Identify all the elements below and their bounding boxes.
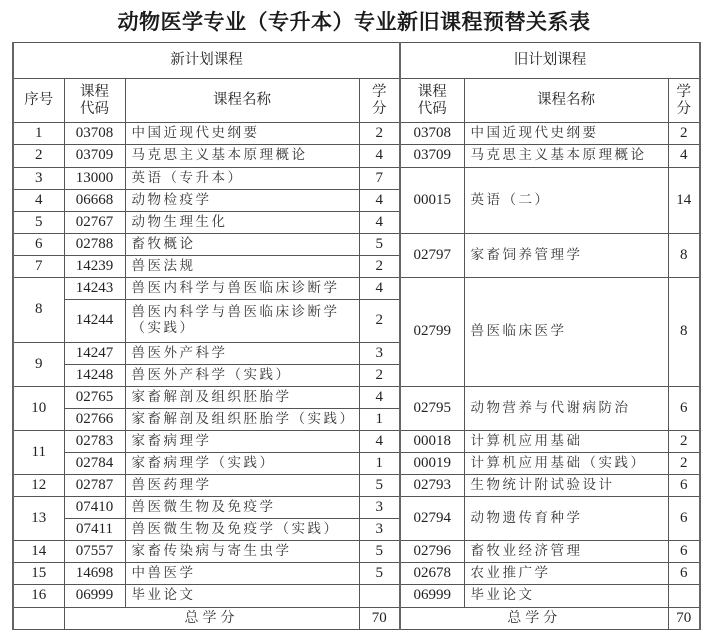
new-code-cell: 06999: [64, 585, 125, 608]
table-row: [13, 145, 700, 168]
new-credit-cell: 7: [359, 168, 400, 190]
seq-cell: 4: [13, 190, 64, 212]
new-code-cell: 14247: [64, 343, 125, 365]
new-code-cell: 14243: [64, 278, 125, 300]
old-name-cell: 毕业论文: [464, 585, 668, 608]
new-code-cell: 02766: [64, 409, 125, 431]
new-plan-header: 新计划课程: [13, 43, 400, 79]
new-credit-cell: 2: [359, 365, 400, 387]
old-credit-cell: 8: [668, 278, 700, 387]
new-credit-cell: 4: [359, 212, 400, 234]
new-name-cell: 兽医外产科学（实践）: [125, 365, 359, 387]
new-code-cell: 02767: [64, 212, 125, 234]
new-total-value: 70: [359, 608, 400, 630]
new-code-cell: 07411: [64, 519, 125, 541]
old-credit-cell: 6: [668, 563, 700, 585]
seq-cell: 8: [13, 278, 64, 343]
old-credit-cell: 2: [668, 453, 700, 475]
old-code-cell: 03709: [400, 145, 464, 168]
table-row: [13, 123, 700, 145]
old-code-cell: 02793: [400, 475, 464, 497]
new-name-cell: 毕业论文: [125, 585, 359, 608]
new-code-cell: 14239: [64, 256, 125, 278]
old-code-cell: 02794: [400, 497, 464, 541]
new-code-cell: 03709: [64, 145, 125, 168]
new-code-cell: 14244: [64, 300, 125, 343]
old-code-cell: 00019: [400, 453, 464, 475]
old-name-cell: 畜牧业经济管理: [464, 541, 668, 563]
new-code-header: [64, 79, 125, 123]
seq-cell: 14: [13, 541, 64, 563]
new-credit-cell: 3: [359, 519, 400, 541]
seq-header: 序号: [13, 79, 64, 123]
new-credit-cell: 5: [359, 475, 400, 497]
old-credit-cell: 6: [668, 497, 700, 541]
new-name-cell: 家畜传染病与寄生虫学: [125, 541, 359, 563]
old-code-cell: 02799: [400, 278, 464, 387]
new-code-cell: 02788: [64, 234, 125, 256]
credit-header-line2: 分: [676, 100, 691, 117]
total-row: [13, 608, 700, 630]
seq-cell: 7: [13, 256, 64, 278]
new-code-cell: 03708: [64, 123, 125, 145]
new-credit-cell: 4: [359, 431, 400, 453]
old-code-cell: 02678: [400, 563, 464, 585]
table-row: [13, 453, 700, 475]
seq-cell: 9: [13, 343, 64, 387]
table-row: [13, 541, 700, 563]
new-code-cell: 07410: [64, 497, 125, 519]
code-header-line1: 课程: [80, 83, 109, 100]
page-title: 动物医学专业（专升本）专业新旧课程预替关系表: [117, 10, 591, 34]
old-code-cell: 03708: [400, 123, 464, 145]
new-credit-header: [359, 79, 400, 123]
seq-cell: 12: [13, 475, 64, 497]
new-name-cell: 兽医外产科学: [125, 343, 359, 365]
old-name-cell: 生物统计附试验设计: [464, 475, 668, 497]
new-code-cell: 02765: [64, 387, 125, 409]
credit-header-line1: 学: [676, 83, 691, 100]
old-code-cell: 02796: [400, 541, 464, 563]
old-name-cell: 家畜饲养管理学: [464, 234, 668, 278]
old-plan-header: 旧计划课程: [400, 43, 700, 79]
new-name-cell: 马克思主义基本原理概论: [125, 145, 359, 168]
new-credit-cell: 4: [359, 145, 400, 168]
new-name-cell: 动物检疫学: [125, 190, 359, 212]
new-code-cell: 06668: [64, 190, 125, 212]
new-credit-cell: 2: [359, 300, 400, 343]
course-replacement-table: [12, 42, 701, 630]
seq-cell: 3: [13, 168, 64, 190]
old-credit-cell: 4: [668, 145, 700, 168]
old-credit-cell: [668, 585, 700, 608]
new-credit-cell: 4: [359, 190, 400, 212]
old-name-cell: 计算机应用基础: [464, 431, 668, 453]
table-row: [13, 431, 700, 453]
header-row-plans: [13, 43, 700, 79]
code-header-line2: 代码: [417, 100, 447, 117]
table-row: [13, 497, 700, 519]
table-row: [13, 585, 700, 608]
new-credit-cell: 4: [359, 278, 400, 300]
new-name-cell: 家畜解剖及组织胚胎学: [125, 387, 359, 409]
old-credit-header: [668, 79, 700, 123]
new-name-cell: 兽医微生物及免疫学（实践）: [125, 519, 359, 541]
new-credit-cell: 2: [359, 256, 400, 278]
old-total-label: 总学分: [400, 608, 668, 630]
new-code-cell: 14248: [64, 365, 125, 387]
old-credit-cell: 6: [668, 541, 700, 563]
new-credit-cell: 3: [359, 343, 400, 365]
old-credit-cell: 2: [668, 123, 700, 145]
new-name-cell: 中兽医学: [125, 563, 359, 585]
old-name-cell: 马克思主义基本原理概论: [464, 145, 668, 168]
old-name-cell: 动物遗传育种学: [464, 497, 668, 541]
new-name-cell: 兽医微生物及免疫学: [125, 497, 359, 519]
new-name-cell: 畜牧概论: [125, 234, 359, 256]
new-name-cell: 兽医药理学: [125, 475, 359, 497]
old-credit-cell: 8: [668, 234, 700, 278]
new-code-cell: 14698: [64, 563, 125, 585]
new-credit-cell: 4: [359, 387, 400, 409]
seq-cell: 15: [13, 563, 64, 585]
new-credit-cell: 5: [359, 541, 400, 563]
code-header-line2: 代码: [80, 100, 109, 117]
old-name-cell: 农业推广学: [464, 563, 668, 585]
new-credit-cell: 1: [359, 409, 400, 431]
new-name-cell: 英语（专升本）: [125, 168, 359, 190]
old-credit-cell: 6: [668, 475, 700, 497]
old-name-cell: 动物营养与代谢病防治: [464, 387, 668, 431]
new-credit-cell: 1: [359, 453, 400, 475]
table-row: [13, 234, 700, 256]
seq-cell: 11: [13, 431, 64, 475]
new-code-cell: 13000: [64, 168, 125, 190]
old-code-cell: 00015: [400, 168, 464, 234]
old-name-cell: 计算机应用基础（实践）: [464, 453, 668, 475]
credit-header-line2: 分: [372, 100, 387, 117]
credit-header-line1: 学: [372, 83, 387, 100]
new-name-cell: 中国近现代史纲要: [125, 123, 359, 145]
new-credit-cell: 2: [359, 123, 400, 145]
new-name-cell: 兽医内科学与兽医临床诊断学: [125, 278, 359, 300]
new-name-cell: 兽医法规: [125, 256, 359, 278]
seq-cell: 10: [13, 387, 64, 431]
old-name-cell: 中国近现代史纲要: [464, 123, 668, 145]
seq-cell: 2: [13, 145, 64, 168]
old-code-cell: 00018: [400, 431, 464, 453]
new-code-cell: 02783: [64, 431, 125, 453]
table-row: [13, 168, 700, 190]
new-credit-cell: [359, 585, 400, 608]
old-name-header: 课程名称: [464, 79, 668, 123]
new-total-label: 总学分: [64, 608, 359, 630]
old-code-cell: 06999: [400, 585, 464, 608]
old-credit-cell: 6: [668, 387, 700, 431]
new-credit-cell: 5: [359, 234, 400, 256]
seq-cell: 16: [13, 585, 64, 608]
old-credit-cell: 2: [668, 431, 700, 453]
old-total-value: 70: [668, 608, 700, 630]
old-code-cell: 02795: [400, 387, 464, 431]
header-row-columns: [13, 79, 700, 123]
table-row: [13, 563, 700, 585]
new-code-cell: 07557: [64, 541, 125, 563]
old-code-header: [400, 79, 464, 123]
seq-cell: 5: [13, 212, 64, 234]
code-header-line1: 课程: [417, 83, 447, 100]
new-name-cell: 家畜病理学（实践）: [125, 453, 359, 475]
total-empty-cell: [13, 608, 64, 630]
new-name-cell: 兽医内科学与兽医临床诊断学（实践）: [125, 300, 359, 343]
old-name-cell: 英语（二）: [464, 168, 668, 234]
new-code-cell: 02787: [64, 475, 125, 497]
seq-cell: 1: [13, 123, 64, 145]
old-name-cell: 兽医临床医学: [464, 278, 668, 387]
old-credit-cell: 14: [668, 168, 700, 234]
new-name-cell: 家畜病理学: [125, 431, 359, 453]
old-code-cell: 02797: [400, 234, 464, 278]
seq-cell: 13: [13, 497, 64, 541]
new-credit-cell: 5: [359, 563, 400, 585]
new-name-cell: 家畜解剖及组织胚胎学（实践）: [125, 409, 359, 431]
new-name-header: 课程名称: [125, 79, 359, 123]
table-row: [13, 387, 700, 409]
seq-cell: 6: [13, 234, 64, 256]
new-credit-cell: 3: [359, 497, 400, 519]
new-name-cell: 动物生理生化: [125, 212, 359, 234]
table-row: [13, 475, 700, 497]
table-row: [13, 278, 700, 300]
new-code-cell: 02784: [64, 453, 125, 475]
